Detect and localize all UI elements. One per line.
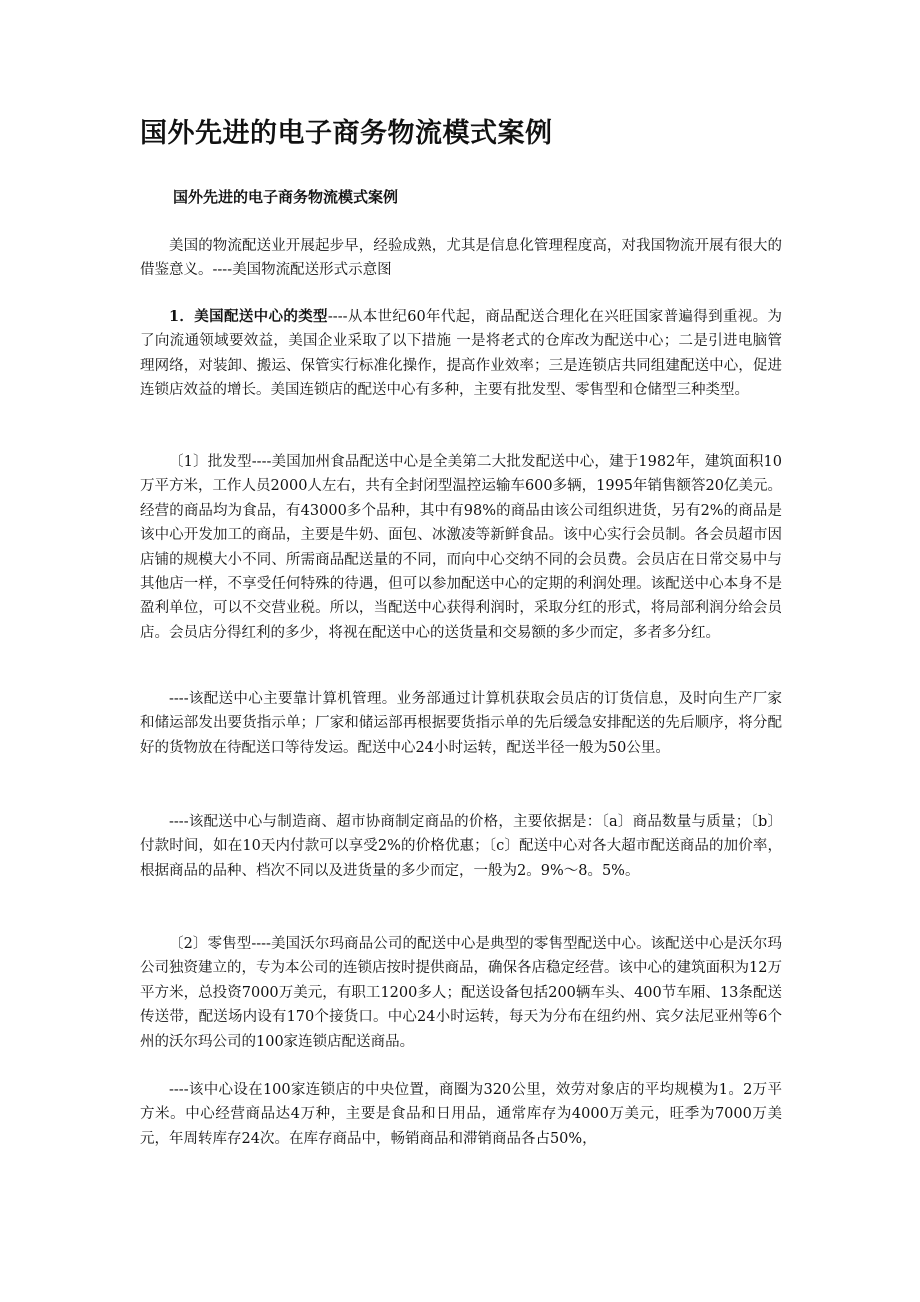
- document-subtitle: 国外先进的电子商务物流模式案例: [173, 188, 399, 206]
- document-title: 国外先进的电子商务物流模式案例: [140, 118, 553, 149]
- paragraph-text: ----该配送中心与制造商、超市协商制定商品的价格，主要依据是：〔a〕商品数量与质量；〔b〕付款时间，如在10天内付款可以享受2%的价格优惠；〔c〕配送中心对各大超市配送商品的加价率，根据商品的品种、档次不同以及进货量的多少而定，一般为2。9%～8。5%。: [140, 814, 782, 879]
- paragraph-wholesale-type: [140, 450, 782, 645]
- paragraph-text: ----该配送中心主要靠计算机管理。业务部通过计算机获取会员店的订货信息，及时向生产厂家和储运部发出要货指示单；厂家和储运部再根据要货指示单的先后缓急安排配送的先后顺序，将分配好的货物放在待配送口等待发运。配送中心24小时运转，配送半径一般为50公里。: [140, 691, 782, 756]
- paragraph-pricing: [140, 810, 782, 883]
- paragraph-center-location: [140, 1078, 782, 1151]
- paragraph-text: 〔1〕批发型----美国加州食品配送中心是全美第二大批发配送中心，建于1982年，建筑面积10万平方米，工作人员2000人左右，共有全封闭型温控运输车600多辆，1995年销售额答20亿美元。经营的商品均为食品，有43000多个品种，其中有98%的商品由该公司组织进货，另有2%的商品是该中心开发加工的商品，主要是牛奶、面包、冰激凌等新鲜食品。该中心实行会员制。各会员超市因店铺的规模大小不同、所需商品配送量的不同，而向中心交纳不同的会员费。会员店在日常交易中与其他店一样，不享受任何特殊的待遇，但可以参加配送中心的定期的利润处理。该配送中心本身不是盈利单位，可以不交营业税。所以，当配送中心获得利润时，采取分红的形式，将局部利润分给会员店。会员店分得红利的多少，将视在配送中心的送货量和交易额的多少而定，多者多分红。: [140, 454, 782, 641]
- paragraph-intro: [140, 234, 782, 283]
- paragraph-heading: 1．美国配送中心的类型: [169, 308, 328, 325]
- paragraph-text: 〔2〕零售型----美国沃尔玛商品公司的配送中心是典型的零售型配送中心。该配送中心是沃尔玛公司独资建立的，专为本公司的连锁店按时提供商品，确保各店稳定经营。该中心的建筑面积为12万平方米，总投资7000万美元，有职工1200多人；配送设备包括200辆车头、400节车厢、13条配送传送带，配送场内设有170个接货口。中心24小时运转，每天为分布在纽约州、宾夕法尼亚州等6个州的沃尔玛公司的100家连锁店配送商品。: [140, 936, 782, 1050]
- paragraph-computer-management: [140, 687, 782, 760]
- paragraph-text: ----从本世纪60年代起，商品配送合理化在兴旺国家普遍得到重视。为了向流通领域要效益，美国企业采取了以下措施 一是将老式的仓库改为配送中心；二是引进电脑管理网络，对装卸、搬运、保管实行标准化操作，提高作业效率；三是连锁店共同组建配送中心，促进连锁店效益的增长。美国连锁店的配送中心有多种，主要有批发型、零售型和仓储型三种类型。: [140, 309, 783, 399]
- paragraph-distribution-types: [140, 305, 782, 403]
- paragraph-text: 美国的物流配送业开展起步早，经验成熟，尤其是信息化管理程度高，对我国物流开展有很大的借鉴意义。----美国物流配送形式示意图: [140, 238, 782, 279]
- paragraph-retail-type: [140, 932, 782, 1054]
- paragraph-text: ----该中心设在100家连锁店的中央位置，商圈为320公里，效劳对象店的平均规模为1。2万平方米。中心经营商品达4万种，主要是食品和日用品，通常库存为4000万美元，旺季为7000万美元，年周转库存24次。在库存商品中，畅销商品和滞销商品各占50%，: [140, 1082, 782, 1147]
